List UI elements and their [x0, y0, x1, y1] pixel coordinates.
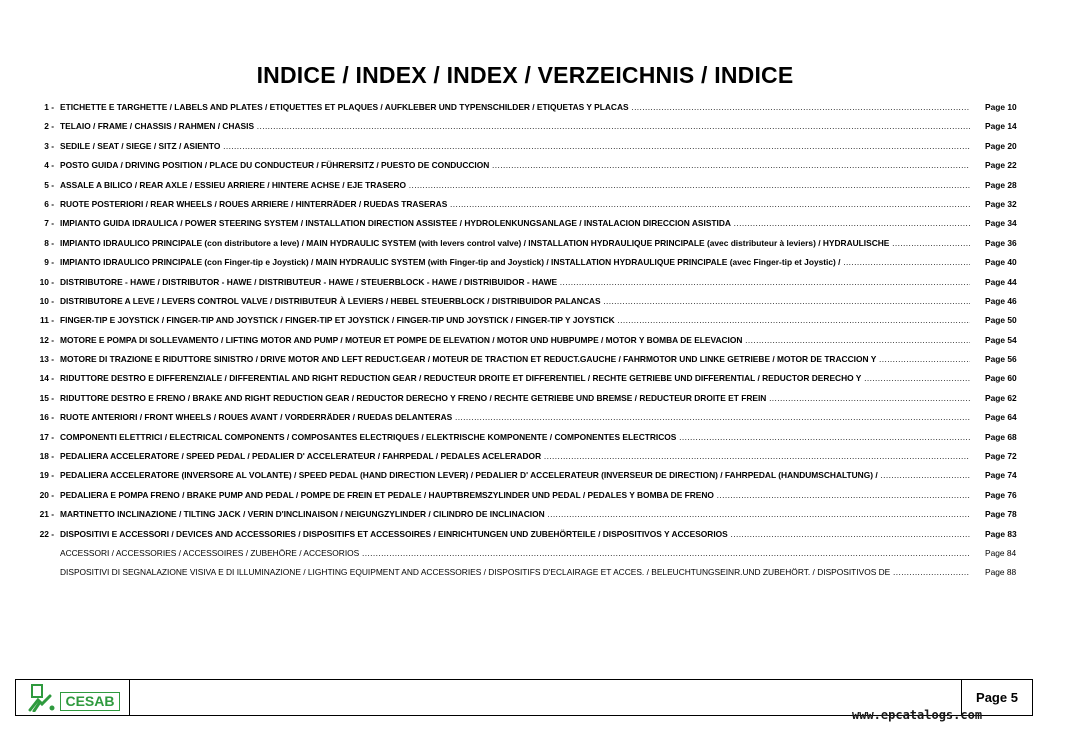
- toc-row: [32, 544, 1032, 563]
- toc-number: 3 -: [44, 140, 54, 151]
- toc-number: 5 -: [44, 179, 54, 190]
- toc-row: [32, 331, 1032, 350]
- toc-page-ref: Page 54: [985, 334, 1017, 345]
- toc-entry-text: ETICHETTE E TARGHETTE / LABELS AND PLATES / ETIQUETTES ET PLAQUES / AUFKLEBER UND TYPENSCHILDER / ETIQUETAS Y PLACAS .....: [60, 98, 970, 117]
- toc-number: 9 -: [44, 257, 54, 268]
- toc-number: 6 -: [44, 198, 54, 209]
- toc-number: 2 -: [44, 121, 54, 132]
- toc-entry-text: FINGER-TIP E JOYSTICK / FINGER-TIP AND JOYSTICK / FINGER-TIP ET JOYSTICK / FINGER-TIP UND JOYSTICK / FINGER-TIP Y JOYSTICK .....: [60, 311, 970, 330]
- toc-number: 22 -: [39, 528, 54, 539]
- toc-row: [32, 156, 1032, 175]
- toc-number: 16 -: [39, 412, 54, 423]
- toc-row: [32, 137, 1032, 156]
- toc-number: 20 -: [39, 489, 54, 500]
- toc-entry-text: MOTORE DI TRAZIONE E RIDUTTORE SINISTRO / DRIVE MOTOR AND LEFT REDUCT.GEAR / MOTEUR DE TRACTION ET REDUCT.GAUCHE / FAHRMOTOR UND LINKE GETRIEBE / MOTOR DE TRACCION Y .....: [60, 350, 970, 369]
- toc-number: 8 -: [44, 237, 54, 248]
- toc-row: [32, 447, 1032, 466]
- logo-cell: [16, 680, 130, 715]
- toc-entry-text: DISPOSITIVI DI SEGNALAZIONE VISIVA E DI ILLUMINAZIONE / LIGHTING EQUIPMENT AND ACCESSORIES / DISPOSITIFS D'ECLAIRAGE ET ACCES. / BELEUCHTUNGSEINR.UND ZUBEHÖRT. / DISPOSITIVOS DE .....: [60, 563, 970, 582]
- toc-page-ref: Page 74: [985, 470, 1017, 481]
- toc-entry-text: DISTRIBUTORE A LEVE / LEVERS CONTROL VALVE / DISTRIBUTEUR À LEVIERS / HEBEL STEUERBLOCK / DISTRIBUIDOR PALANCAS .....: [60, 292, 970, 311]
- toc-entry-text: PEDALIERA ACCELERATORE (INVERSORE AL VOLANTE) / SPEED PEDAL (HAND DIRECTION LEVER) / PEDALIER D' ACCELERATEUR (INVERSEUR DE DIRECTION) / FAHRPEDAL (HANDUMSCHALTUNG) / .....: [60, 466, 970, 485]
- toc-entry-text: IMPIANTO GUIDA IDRAULICA / POWER STEERING SYSTEM / INSTALLATION DIRECTION ASSISTEE / HYDROLENKUNGSANLAGE / INSTALACION DIRECCION ASISTIDA .....: [60, 214, 970, 233]
- cesab-logo-icon: [28, 684, 58, 712]
- toc-entry-text: RUOTE ANTERIORI / FRONT WHEELS / ROUES AVANT / VORDERRÄDER / RUEDAS DELANTERAS .....: [60, 408, 970, 427]
- toc-number: 1 -: [44, 102, 54, 112]
- toc-number: 13 -: [39, 354, 54, 365]
- toc-number: 10 -: [39, 295, 54, 306]
- toc-page-ref: Page 62: [985, 392, 1017, 403]
- toc-number: 14 -: [39, 373, 54, 384]
- toc-number: 11 -: [40, 315, 54, 326]
- toc-page-ref: Page 83: [985, 528, 1017, 539]
- toc-entry-text: IMPIANTO IDRAULICO PRINCIPALE (con distributore a leve) / MAIN HYDRAULIC SYSTEM (with levers control valve) / INSTALLATION HYDRAULIQUE PRINCIPALE (avec distributeur à leviers) / HYDRAULISCHE .....: [60, 234, 970, 253]
- toc-page-ref: Page 78: [985, 509, 1017, 520]
- toc-page-ref: Page 46: [985, 295, 1017, 306]
- toc-row: [32, 369, 1032, 388]
- toc-page-ref: Page 32: [985, 198, 1017, 209]
- toc-page-ref: Page 76: [985, 489, 1017, 500]
- toc-page-ref: Page 14: [985, 121, 1017, 132]
- toc-row: [32, 505, 1032, 524]
- toc-page-ref: Page 22: [985, 160, 1017, 171]
- toc-entry-text: POSTO GUIDA / DRIVING POSITION / PLACE DU CONDUCTEUR / FÜHRERSITZ / PUESTO DE CONDUCCION .....: [60, 156, 970, 175]
- toc-row: [32, 234, 1032, 253]
- toc-row: [32, 525, 1032, 544]
- toc-number: 18 -: [39, 451, 54, 462]
- table-of-contents: [32, 98, 1032, 583]
- toc-entry-text: PEDALIERA ACCELERATORE / SPEED PEDAL / PEDALIER D' ACCELERATEUR / FAHRPEDAL / PEDALES ACELERADOR .....: [60, 447, 970, 466]
- toc-page-ref: Page 44: [985, 276, 1017, 287]
- toc-page-ref: Page 84: [985, 547, 1017, 558]
- toc-number: 4 -: [44, 160, 54, 171]
- toc-page-ref: Page 40: [985, 257, 1017, 268]
- toc-entry-text: TELAIO / FRAME / CHASSIS / RAHMEN / CHASIS .....: [60, 117, 970, 136]
- toc-row: [32, 311, 1032, 330]
- toc-page-ref: Page 72: [985, 451, 1017, 462]
- toc-number: 19 -: [39, 470, 54, 481]
- logo-text: CESAB: [60, 692, 120, 711]
- toc-row: [32, 195, 1032, 214]
- toc-page-ref: Page 10: [985, 102, 1017, 112]
- toc-row: [32, 428, 1032, 447]
- toc-row: [32, 176, 1032, 195]
- toc-page-ref: Page 88: [985, 567, 1017, 578]
- page-number: Page 5: [961, 680, 1032, 715]
- toc-entry-text: DISTRIBUTORE - HAWE / DISTRIBUTOR - HAWE / DISTRIBUTEUR - HAWE / STEUERBLOCK - HAWE / DISTRIBUIDOR - HAWE .....: [60, 273, 970, 292]
- toc-page-ref: Page 50: [985, 315, 1017, 326]
- toc-entry-text: ACCESSORI / ACCESSORIES / ACCESSOIRES / ZUBEHÖRE / ACCESORIOS .....: [60, 544, 970, 563]
- toc-entry-text: MARTINETTO INCLINAZIONE / TILTING JACK / VERIN D'INCLINAISON / NEIGUNGZYLINDER / CILINDRO DE INCLINACION .....: [60, 505, 970, 524]
- toc-entry-text: DISPOSITIVI E ACCESSORI / DEVICES AND ACCESSORIES / DISPOSITIFS ET ACCESSOIRES / EINRICHTUNGEN UND ZUBEHÖRTEILE / DISPOSITIVOS Y ACCESORIOS .....: [60, 525, 970, 544]
- toc-entry-text: MOTORE E POMPA DI SOLLEVAMENTO / LIFTING MOTOR AND PUMP / MOTEUR ET POMPE DE ELEVATION / MOTOR UND HUBPUMPE / MOTOR Y BOMBA DE ELEVACION .....: [60, 331, 970, 350]
- toc-entry-text: ASSALE A BILICO / REAR AXLE / ESSIEU ARRIERE / HINTERE ACHSE / EJE TRASERO .....: [60, 176, 970, 195]
- toc-row: [32, 350, 1032, 369]
- toc-row: [32, 408, 1032, 427]
- toc-row: [32, 117, 1032, 136]
- toc-row: [32, 292, 1032, 311]
- toc-entry-text: SEDILE / SEAT / SIEGE / SITZ / ASIENTO .....: [60, 137, 970, 156]
- toc-row: [32, 98, 1032, 117]
- toc-number: 15 -: [39, 392, 54, 403]
- toc-number: 7 -: [44, 218, 54, 229]
- toc-entry-text: PEDALIERA E POMPA FRENO / BRAKE PUMP AND PEDAL / POMPE DE FREIN ET PEDALE / HAUPTBREMSZYLINDER UND PEDAL / PEDALES Y BOMBA DE FRENO .....: [60, 486, 970, 505]
- toc-number: 21 -: [39, 509, 54, 520]
- toc-entry-text: RIDUTTORE DESTRO E DIFFERENZIALE / DIFFERENTIAL AND RIGHT REDUCTION GEAR / REDUCTEUR DROITE ET DIFFERENTIEL / RECHTE GETRIEBE UND DIFFERENTIAL / REDUCTOR DERECHO Y .....: [60, 369, 970, 388]
- toc-row: [32, 253, 1032, 272]
- toc-number: 12 -: [39, 334, 54, 345]
- toc-entry-text: RIDUTTORE DESTRO E FRENO / BRAKE AND RIGHT REDUCTION GEAR / REDUCTOR DERECHO Y FRENO / RECHTE GETRIEBE UND BREMSE / REDUCTEUR DROITE ET FREIN .....: [60, 389, 970, 408]
- toc-page-ref: Page 36: [985, 237, 1017, 248]
- toc-row: [32, 563, 1032, 582]
- toc-entry-text: COMPONENTI ELETTRICI / ELECTRICAL COMPONENTS / COMPOSANTES ELECTRIQUES / ELEKTRISCHE KOMPONENTE / COMPONENTES ELECTRICOS .....: [60, 428, 970, 447]
- watermark: www.epcatalogs.com: [852, 708, 983, 722]
- toc-entry-text: IMPIANTO IDRAULICO PRINCIPALE (con Finger-tip e Joystick) / MAIN HYDRAULIC SYSTEM (with Finger-tip and Joystick) / INSTALLATION HYDRAULIQUE PRINCIPALE (avec Finger-tip et Joystic) / .....: [60, 253, 970, 272]
- toc-page-ref: Page 20: [985, 140, 1017, 151]
- toc-row: [32, 389, 1032, 408]
- toc-page-ref: Page 56: [985, 354, 1017, 365]
- page-title: INDICE / INDEX / INDEX / VERZEICHNIS / INDICE: [256, 62, 794, 88]
- toc-page-ref: Page 68: [985, 431, 1017, 442]
- toc-row: [32, 486, 1032, 505]
- toc-row: [32, 273, 1032, 292]
- toc-page-ref: Page 60: [985, 373, 1017, 384]
- toc-page-ref: Page 28: [985, 179, 1017, 190]
- toc-entry-text: RUOTE POSTERIORI / REAR WHEELS / ROUES ARRIERE / HINTERRÄDER / RUEDAS TRASERAS .....: [60, 195, 970, 214]
- toc-row: [32, 466, 1032, 485]
- toc-page-ref: Page 34: [985, 218, 1017, 229]
- toc-number: 10 -: [39, 276, 54, 287]
- toc-number: 17 -: [39, 431, 54, 442]
- toc-page-ref: Page 64: [985, 412, 1017, 423]
- toc-row: [32, 214, 1032, 233]
